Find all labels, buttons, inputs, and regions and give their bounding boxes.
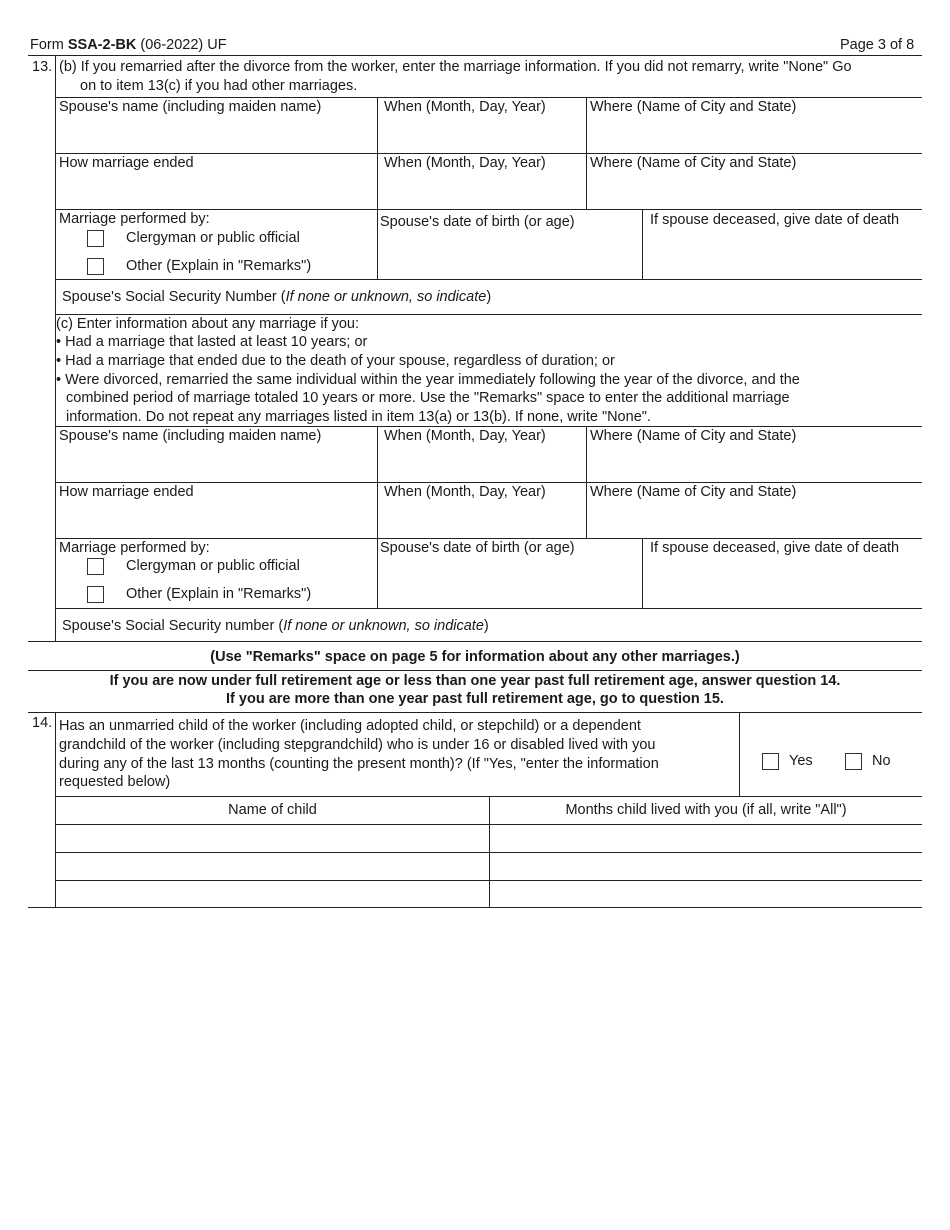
q13b-spouse-dob-input[interactable] — [380, 236, 639, 274]
q13b-where1-input[interactable] — [589, 118, 919, 150]
q13c-spouse-name-label: Spouse's name (including maiden name) — [59, 428, 322, 444]
retirement-note-line2: If you are more than one year past full retirement age, go to question 15. — [226, 691, 724, 707]
q13c-ssn-label: Spouse's Social Security number (If none or unknown, so indicate) — [62, 618, 489, 634]
q14-col-months-header: Months child lived with you (if all, write "All") — [565, 802, 847, 818]
q13c-bullet3-cont2: information. Do not repeat any marriages listed in item 13(a) or 13(b). If none, write "None". — [66, 409, 651, 425]
q13b-where2-input[interactable] — [589, 174, 919, 206]
q14-number: 14. — [32, 715, 53, 731]
q13c-where1-label: Where (Name of City and State) — [590, 428, 797, 444]
q14-yes-label: Yes — [789, 753, 813, 769]
q13b-where1-label: Where (Name of City and State) — [590, 99, 797, 115]
header-divider — [28, 55, 922, 56]
q13c-spouse-dob-input[interactable] — [380, 564, 639, 604]
q13c-bullet3-cont1: combined period of marriage totaled 10 years or more. Use the "Remarks" space to enter the additional marriage — [66, 390, 790, 406]
remarks-divider — [28, 670, 922, 671]
q13c-ssn-input[interactable] — [530, 613, 918, 639]
q14-row2-top — [55, 852, 922, 853]
q13c-spouse-deceased-label: If spouse deceased, give date of death — [650, 540, 900, 556]
q14-col-name-header: Name of child — [228, 802, 317, 818]
q14-no-label: No — [872, 753, 891, 769]
q14-top — [28, 712, 922, 713]
q13c-col-divider1 — [377, 426, 378, 608]
q13b-row4-top — [55, 279, 922, 280]
q14-child3-months-input[interactable] — [492, 882, 919, 906]
q13c-col-divider3 — [642, 538, 643, 608]
form-id: SSA-2-BK — [67, 37, 137, 53]
q14-question-line2: grandchild of the worker (including stepgrandchild) who is under 16 or disabled lived with you — [59, 737, 656, 753]
q13b-spouse-name-input[interactable] — [58, 118, 374, 150]
q13b-when2-input[interactable] — [380, 174, 583, 206]
q13c-bullet3: • Were divorced, remarried the same individual within the year immediately following the year of the divorce, and the — [56, 372, 800, 388]
q13b-where2-label: Where (Name of City and State) — [590, 155, 797, 171]
q13b-spouse-deceased-input[interactable] — [646, 236, 919, 274]
q13c-other-checkbox[interactable] — [87, 586, 104, 603]
q14-row3-top — [55, 880, 922, 881]
q13b-spouse-dob-label: Spouse's date of birth (or age) — [380, 214, 575, 230]
q14-no-checkbox[interactable] — [845, 753, 862, 770]
q14-child2-months-input[interactable] — [492, 854, 919, 878]
q13c-spouse-deceased-input[interactable] — [646, 564, 919, 604]
q13c-how-ended-label: How marriage ended — [59, 484, 194, 500]
q13c-spouse-dob-label: Spouse's date of birth (or age) — [380, 540, 575, 556]
q13b-col-divider3 — [642, 209, 643, 279]
q13b-other-checkbox[interactable] — [87, 258, 104, 275]
q13b-when1-input[interactable] — [380, 118, 583, 150]
q14-question-line4: requested below) — [59, 774, 171, 790]
q13c-how-ended-input[interactable] — [58, 503, 374, 535]
q13b-ssn-input[interactable] — [530, 284, 918, 310]
q13c-other-label: Other (Explain in "Remarks") — [126, 586, 312, 602]
q13c-when1-input[interactable] — [380, 447, 583, 479]
q13b-how-ended-input[interactable] — [58, 174, 374, 206]
q13b-performed-by-label: Marriage performed by: — [59, 211, 210, 227]
q14-child1-months-input[interactable] — [492, 826, 919, 850]
q14-question-line1: Has an unmarried child of the worker (including adopted child, or stepchild) or a dependent — [59, 718, 641, 734]
q14-yes-checkbox[interactable] — [762, 753, 779, 770]
q13c-performed-by-label: Marriage performed by: — [59, 540, 210, 556]
q13b-clergyman-label: Clergyman or public official — [126, 230, 300, 246]
q13c-where2-label: Where (Name of City and State) — [590, 484, 797, 500]
q13c-clergyman-checkbox[interactable] — [87, 558, 104, 575]
q13c-when1-label: When (Month, Day, Year) — [384, 428, 546, 444]
page-number: Page 3 of 8 — [840, 37, 915, 53]
q14-question-line3: during any of the last 13 months (counting the present month)? (If "Yes, "enter the information — [59, 756, 659, 772]
q14-child2-name-input[interactable] — [58, 854, 486, 878]
q13c-when2-label: When (Month, Day, Year) — [384, 484, 546, 500]
q13c-intro: (c) Enter information about any marriage if you: — [56, 316, 360, 332]
q13b-instruction-line1: (b) If you remarried after the divorce from the worker, enter the marriage information. If you did not remarry, write "None" Go — [59, 59, 852, 75]
q13b-ssn-label: Spouse's Social Security Number (If none or unknown, so indicate) — [62, 289, 492, 305]
q14-answer-divider — [739, 712, 740, 796]
q13c-where1-input[interactable] — [589, 447, 919, 479]
form-identifier: Form SSA-2-BK (06-2022) UF — [30, 37, 227, 53]
q14-child1-name-input[interactable] — [58, 826, 486, 850]
q13-bottom — [28, 641, 922, 642]
q13b-other-label: Other (Explain in "Remarks") — [126, 258, 312, 274]
q13b-clergyman-checkbox[interactable] — [87, 230, 104, 247]
q13b-how-ended-label: How marriage ended — [59, 155, 194, 171]
q13c-bullet2: • Had a marriage that ended due to the death of your spouse, regardless of duration; or — [56, 353, 615, 369]
q14-child3-name-input[interactable] — [58, 882, 486, 906]
q13b-spouse-deceased-label: If spouse deceased, give date of death — [650, 212, 900, 228]
q13b-when2-label: When (Month, Day, Year) — [384, 155, 546, 171]
q14-row1-top — [55, 824, 922, 825]
q13b-spouse-name-label: Spouse's name (including maiden name) — [59, 99, 322, 115]
q13c-where2-input[interactable] — [589, 503, 919, 535]
q13c-clergyman-label: Clergyman or public official — [126, 558, 300, 574]
q13c-when2-input[interactable] — [380, 503, 583, 535]
q13b-instruction-line2: on to item 13(c) if you had other marriages. — [80, 78, 358, 94]
q13c-spouse-name-input[interactable] — [58, 447, 374, 479]
retirement-note-line1: If you are now under full retirement age or less than one year past full retirement age, answer question 14. — [109, 673, 841, 689]
q13c-bullet1: • Had a marriage that lasted at least 10 years; or — [56, 334, 368, 350]
q13b-col-divider1 — [377, 97, 378, 279]
q13c-row4-top — [55, 608, 922, 609]
q14-bottom — [28, 907, 922, 908]
q13b-when1-label: When (Month, Day, Year) — [384, 99, 546, 115]
q13-number: 13. — [32, 59, 53, 75]
remarks-note: (Use "Remarks" space on page 5 for information about any other marriages.) — [210, 649, 740, 665]
